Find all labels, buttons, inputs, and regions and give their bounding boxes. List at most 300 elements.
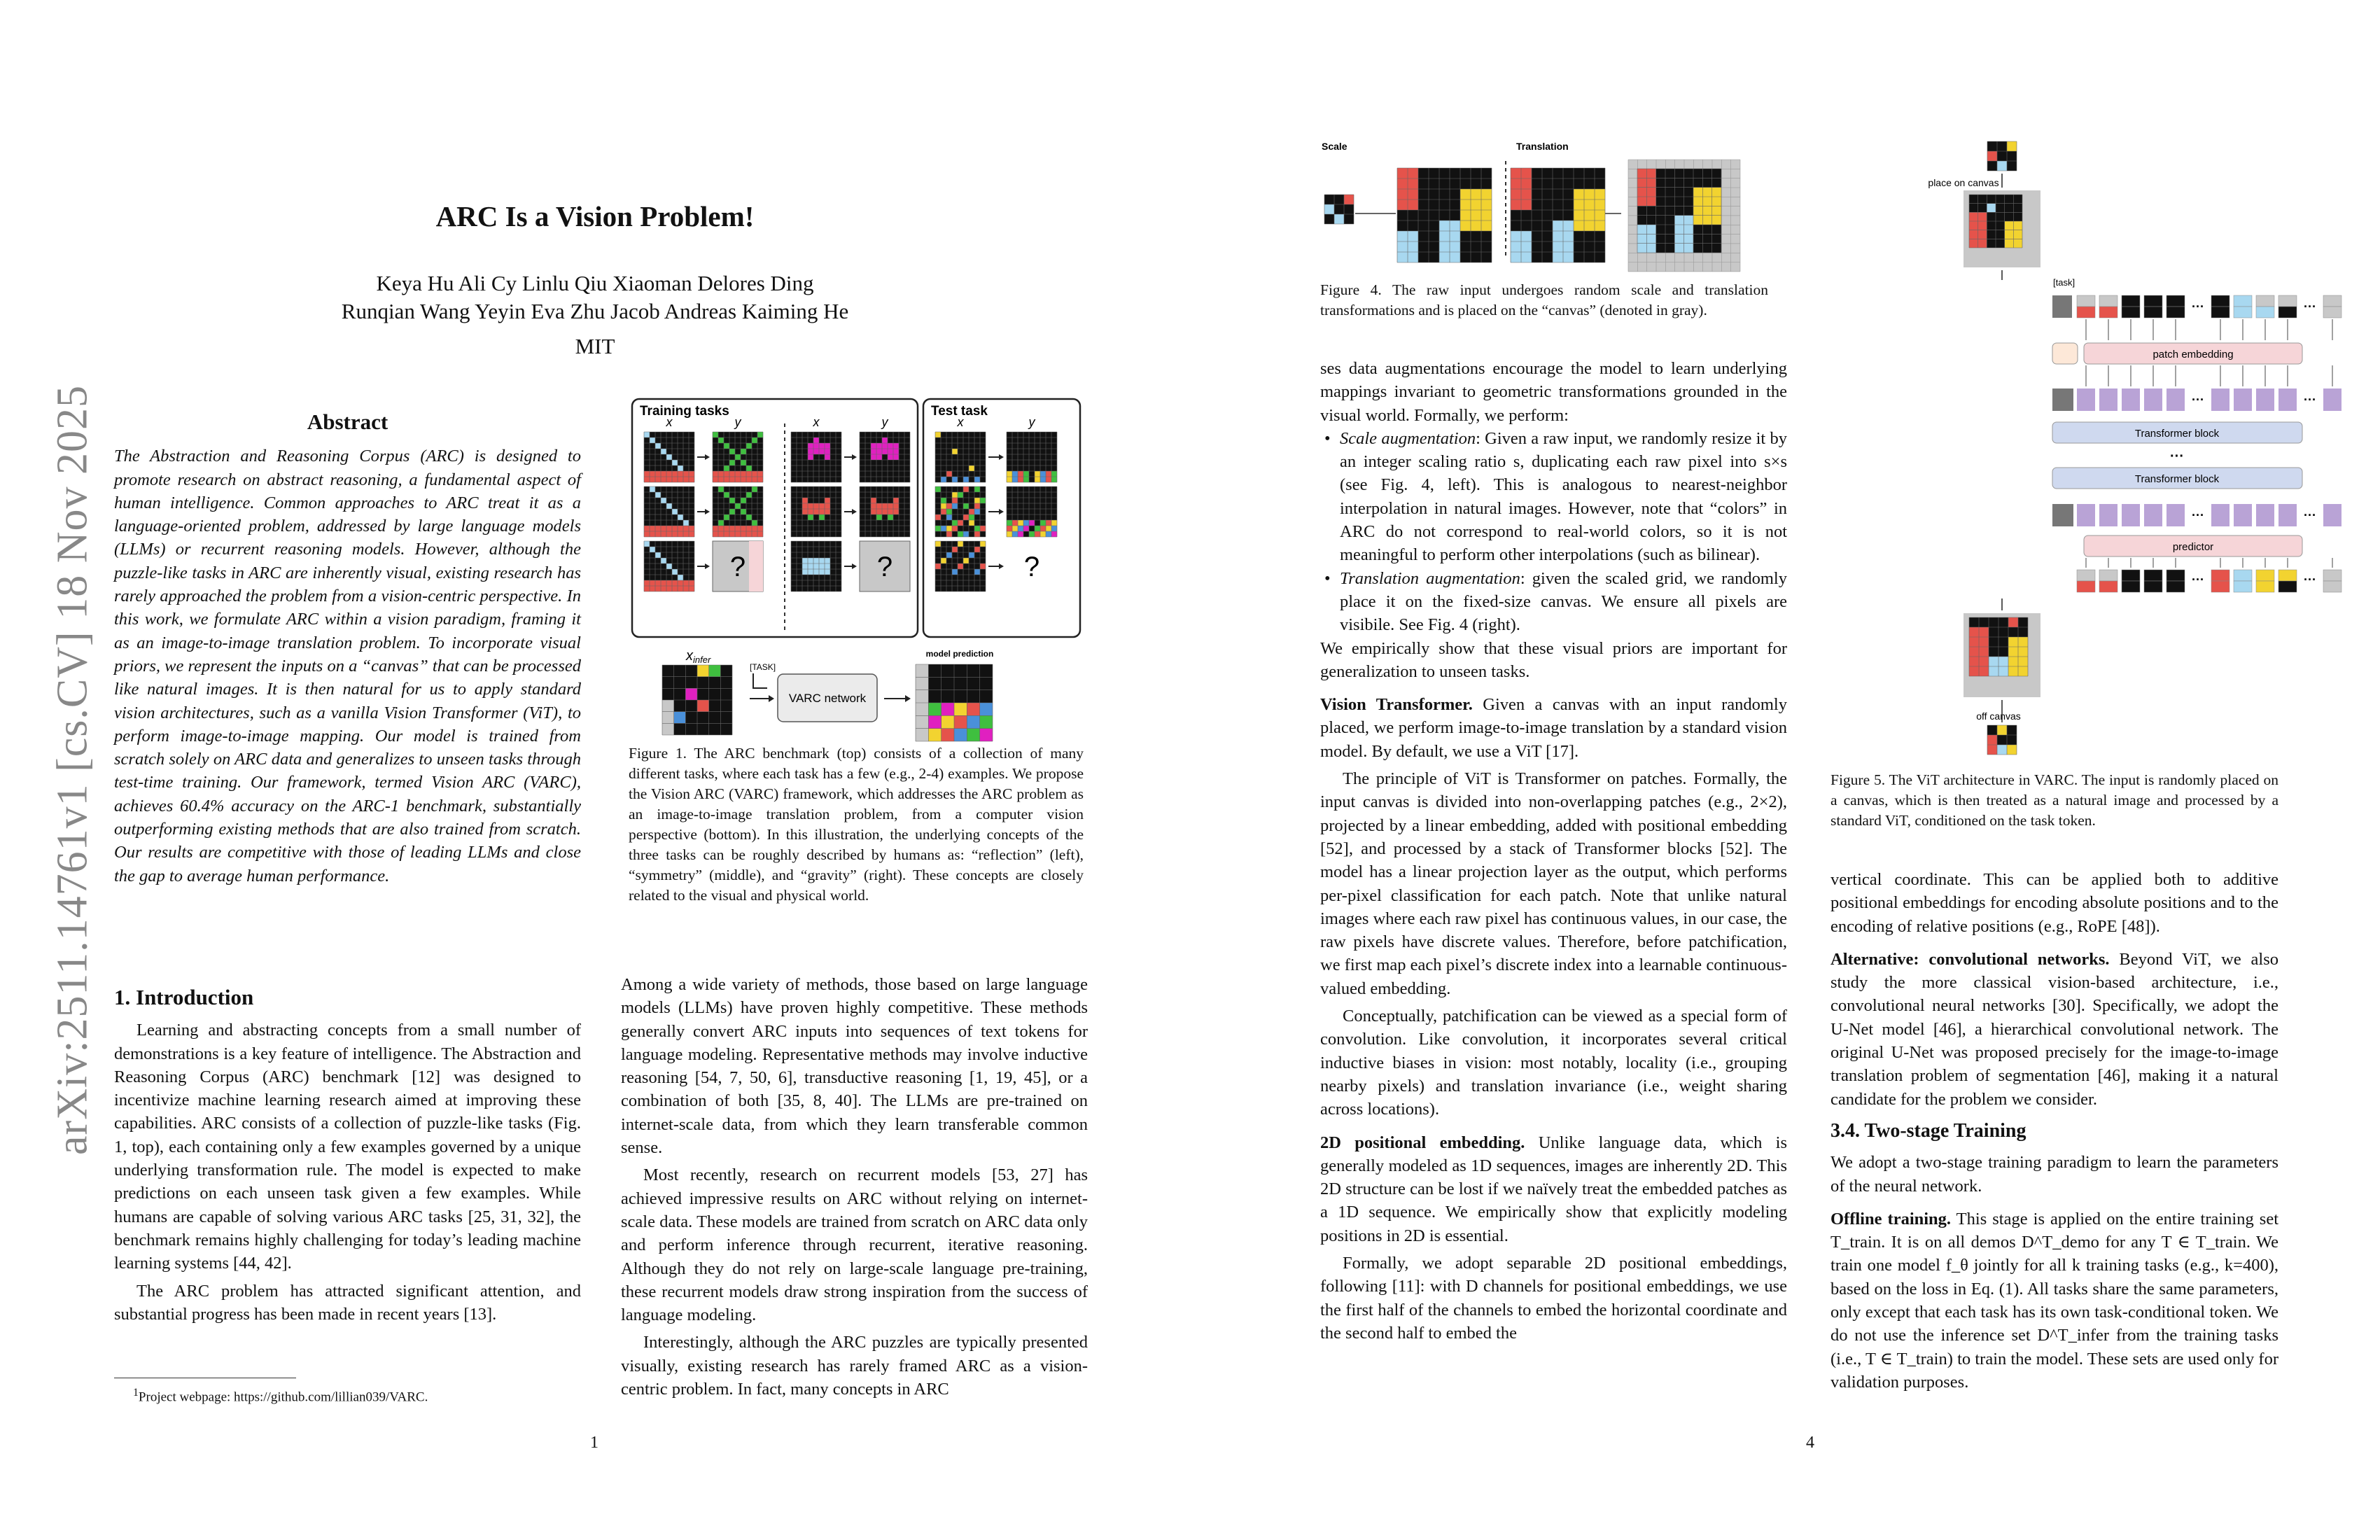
grid-cell	[1521, 252, 1532, 262]
grid-cell	[741, 477, 746, 482]
grid-cell	[1439, 252, 1450, 262]
grid-cell	[735, 471, 741, 477]
grid-cell	[952, 492, 958, 498]
grid-cell	[1702, 197, 1712, 206]
grid-cell	[1693, 216, 1702, 225]
grid-cell	[969, 520, 974, 526]
grid-cell	[928, 715, 941, 728]
grid-cell	[1035, 477, 1040, 482]
patch-embedding-label: patch embedding	[2152, 349, 2234, 360]
grid-cell	[941, 703, 954, 715]
grid-cell	[1521, 241, 1532, 252]
grid-cell	[1693, 188, 1702, 197]
grid-cell	[735, 454, 741, 460]
grid-cell	[718, 531, 724, 537]
grid-cell	[1046, 471, 1051, 477]
alt-heading: Alternative: convolutional networks.	[1830, 949, 2110, 969]
grid-cell	[741, 460, 746, 465]
patch-bottom	[2099, 307, 2118, 318]
task-label: [task]	[2053, 277, 2076, 288]
grid-cell	[813, 564, 819, 569]
grid-cell	[718, 438, 724, 443]
grid-cell	[1408, 241, 1418, 252]
grid-cell	[802, 498, 808, 503]
grid-cell	[1018, 520, 1023, 526]
test-y2	[1007, 486, 1057, 537]
grid-cell	[724, 477, 729, 482]
grid-cell	[802, 558, 808, 564]
grid-cell	[741, 509, 746, 514]
grid-cell	[819, 569, 825, 575]
grid-cell	[741, 531, 746, 537]
grid-cell	[644, 432, 650, 438]
alt-paragraph	[1830, 948, 2278, 1111]
grid-cell	[735, 531, 741, 537]
grid-cell	[1637, 169, 1646, 178]
grid-cell	[808, 558, 813, 564]
grid-cell	[678, 586, 683, 592]
grid-cell	[1637, 178, 1646, 187]
task-token-label: [TASK]	[750, 662, 776, 672]
ellipsis: ···	[2304, 300, 2316, 314]
grid-cell	[1987, 735, 1997, 745]
grid-cell	[1712, 197, 1721, 206]
grid-cell	[1637, 234, 1646, 243]
grid-cell	[819, 503, 825, 509]
grid-cell	[746, 514, 752, 520]
train-a-x1	[644, 432, 694, 482]
grid-cell	[1408, 168, 1418, 178]
bullet-scale-head: Scale augmentation	[1340, 428, 1476, 448]
grid-cell	[678, 465, 683, 471]
grid-cell	[1998, 657, 2008, 666]
patch-top	[2323, 295, 2342, 307]
grid-cell	[1040, 526, 1046, 531]
grid-cell	[802, 569, 808, 575]
arrowhead	[999, 509, 1004, 514]
grid-cell	[819, 449, 825, 454]
grid-cell	[1051, 526, 1057, 531]
x-label: x	[957, 415, 964, 429]
grid-cell	[650, 471, 655, 477]
grid-cell	[718, 486, 724, 492]
grid-cell	[1674, 225, 1684, 234]
grid-cell	[672, 477, 678, 482]
grid-cell	[893, 454, 899, 460]
grid-cell	[666, 454, 672, 460]
grid-cell	[1979, 637, 1989, 647]
grid-cell	[672, 569, 678, 575]
grid-cell	[689, 531, 694, 537]
grid-cell	[1595, 189, 1605, 200]
grid-cell	[1969, 666, 1979, 676]
grid-cell	[2007, 745, 2017, 755]
transformer-block-2-label: Transformer block	[2134, 473, 2220, 485]
grid-cell	[685, 688, 697, 700]
embedded-token	[2166, 388, 2185, 411]
col2-paragraph-2: Most recently, research on recurrent models [53, 27] has achieved impressive results on ARC without relying on internet-scale data. These models are trained from scratch on ARC data only and perform inference through recurrent, iterative reasoning. Although they do not rely on large-scale language pre-training, these recurrent models draw strong inspiration from the success of language modeling.	[621, 1166, 1088, 1325]
grid-cell	[882, 443, 888, 449]
arrowhead	[999, 454, 1004, 460]
grid-cell	[813, 558, 819, 564]
grid-cell	[813, 438, 819, 443]
grid-cell	[808, 454, 813, 460]
grid-cell	[967, 729, 979, 741]
vit-architecture	[1963, 141, 2342, 755]
grid-cell	[963, 514, 969, 520]
grid-cell	[644, 580, 650, 586]
embedded-token	[2122, 388, 2140, 411]
grid-cell	[1397, 241, 1408, 252]
grid-cell	[1408, 200, 1418, 210]
grid-cell	[963, 477, 969, 482]
ellipsis: ···	[2304, 573, 2316, 587]
grid-cell	[666, 526, 672, 531]
grid-cell	[958, 531, 963, 537]
arrowhead	[852, 454, 857, 460]
grid-cell	[661, 558, 666, 564]
grid-cell	[1051, 531, 1057, 537]
authors-line-2: Runqian Wang Yeyin Eva Zhu Jacob Andreas Kaiming He	[341, 299, 849, 323]
patch-bottom	[2122, 307, 2140, 318]
grid-cell	[1637, 188, 1646, 197]
grid-cell	[757, 531, 763, 537]
offline-heading: Offline training.	[1830, 1209, 1952, 1228]
grid-cell	[1511, 241, 1521, 252]
grid-cell	[644, 531, 650, 537]
grid-cell	[1979, 627, 1989, 637]
grid-cell	[1439, 231, 1450, 241]
grid-cell	[2008, 666, 2018, 676]
grid-cell	[672, 526, 678, 531]
grid-cell	[916, 729, 928, 741]
off-canvas-label: off canvas	[1976, 710, 2021, 722]
grid-cell	[757, 526, 763, 531]
grid-cell	[1481, 210, 1492, 220]
grid-cell	[888, 509, 893, 514]
grid-cell	[2018, 666, 2028, 676]
grid-cell	[655, 477, 661, 482]
arrowhead	[705, 509, 710, 514]
question-mark: ?	[1023, 552, 1040, 582]
grid-cell	[980, 526, 986, 531]
grid-cell	[1051, 477, 1057, 482]
grid-cell	[678, 514, 683, 520]
arrowhead	[852, 509, 857, 514]
grid-cell	[954, 715, 967, 728]
grid-cell	[661, 526, 666, 531]
grid-cell	[1471, 200, 1481, 210]
grid-cell	[963, 531, 969, 537]
grid-cell	[1460, 210, 1471, 220]
grid-cell	[666, 477, 672, 482]
grid-cell	[1018, 471, 1023, 477]
grid-cell	[1969, 239, 1978, 248]
grid-cell	[1987, 725, 1997, 735]
train-b-xinfer	[791, 541, 841, 592]
page-number-4: 4	[1806, 1434, 1814, 1452]
grid-cell	[713, 526, 718, 531]
grid-cell	[729, 498, 735, 503]
output-token	[2256, 504, 2274, 526]
grid-cell	[952, 503, 958, 509]
grid-cell	[672, 586, 678, 592]
output-token	[2077, 504, 2095, 526]
grid-cell	[741, 526, 746, 531]
grid-cell	[974, 477, 980, 482]
figure-5-caption: Figure 5. The ViT architecture in VARC. The input is randomly placed on a canvas, which is then treated as a natural image and processed by a standard ViT, conditioned on the task token.	[1830, 771, 2278, 829]
grid-cell	[946, 531, 952, 537]
grid-cell	[718, 477, 724, 482]
train-b-y2	[860, 486, 910, 537]
grid-cell	[757, 432, 763, 438]
grid-cell	[678, 471, 683, 477]
grid-cell	[678, 580, 683, 586]
grid-cell	[674, 712, 686, 724]
grid-cell	[2007, 735, 2017, 745]
x-infer-grid	[662, 665, 732, 735]
grid-cell	[1051, 520, 1057, 526]
grid-cell	[2008, 617, 2018, 627]
test-y1	[1007, 432, 1057, 482]
grid-cell	[963, 503, 969, 509]
prediction-grid	[916, 664, 993, 741]
intro-paragraph-2: The ARC problem has attracted significant attention, and substantial progress has been made in recent years [13].	[114, 1281, 581, 1324]
grid-cell	[752, 520, 757, 526]
embedded-token	[2099, 388, 2118, 411]
grid-cell	[1408, 252, 1418, 262]
grid-cell	[1574, 200, 1584, 210]
grid-cell	[1051, 471, 1057, 477]
grid-cell	[1712, 216, 1721, 225]
ellipsis: ···	[2192, 508, 2204, 522]
grid-cell	[888, 454, 893, 460]
grid-cell	[954, 729, 967, 741]
grid-cell	[644, 586, 650, 592]
grid-cell	[724, 514, 729, 520]
translation-output	[1637, 169, 1721, 253]
scale-input	[1324, 195, 1354, 224]
grid-cell	[946, 471, 952, 477]
grid-cell	[1471, 210, 1481, 220]
grid-cell	[1334, 214, 1344, 224]
grid-cell	[1397, 200, 1408, 210]
grid-cell	[946, 509, 952, 514]
grid-cell	[1997, 151, 2007, 161]
grid-cell	[672, 580, 678, 586]
intro-heading: 1. Introduction	[114, 985, 254, 1009]
grid-cell	[1646, 178, 1656, 187]
grid-cell	[718, 520, 724, 526]
grid-cell	[1978, 230, 1987, 239]
embedded-token	[2278, 388, 2297, 411]
grid-cell	[871, 498, 876, 503]
grid-cell	[1046, 520, 1051, 526]
grid-cell	[2018, 637, 2028, 647]
patch-top	[2234, 295, 2252, 307]
arrowhead	[999, 564, 1004, 569]
grid-cell	[746, 443, 752, 449]
grid-cell	[954, 703, 967, 715]
grid-cell	[661, 531, 666, 537]
grid-cell	[666, 471, 672, 477]
grid-cell	[1450, 220, 1460, 231]
task-embed	[2052, 343, 2078, 364]
grid-cell	[729, 477, 735, 482]
grid-cell	[1397, 231, 1408, 241]
grid-cell	[724, 465, 729, 471]
p4r-paragraph-1: vertical coordinate. This can be applied both to additive positional embeddings for encoding absolute positions and to the encoding of relative positions (e.g., RoPE [48]).	[1830, 870, 2278, 936]
grid-cell	[813, 443, 819, 449]
out-patch-bottom	[2278, 581, 2297, 592]
grid-cell	[1997, 745, 2007, 755]
grid-cell	[1584, 189, 1595, 200]
grid-cell	[650, 531, 655, 537]
predictor-label: predictor	[2172, 541, 2214, 553]
p4-paragraph-1: ses data augmentations encourage the model to learn underlying mappings invariant to geometric transformations grounded in the visual world. Formally, we perform:	[1320, 359, 1787, 425]
task-grids	[644, 415, 1057, 592]
output-token	[2122, 504, 2140, 526]
grid-cell	[1674, 234, 1684, 243]
grid-cell	[666, 564, 672, 569]
grid-cell	[1997, 161, 2007, 171]
sec34-paragraph: We adopt a two-stage training paradigm to learn the parameters of the neural network.	[1830, 1153, 2278, 1196]
grid-cell	[1040, 471, 1046, 477]
grid-cell	[1460, 200, 1471, 210]
figure-4-caption: Figure 4. The raw input undergoes random scale and translation transformations and is placed on the “canvas” (denoted in gray).	[1320, 281, 1768, 318]
grid-cell	[1646, 234, 1656, 243]
grid-cell	[746, 477, 752, 482]
grid-cell	[969, 552, 974, 558]
page-number-1: 1	[590, 1434, 598, 1452]
patch-bottom	[2256, 307, 2274, 318]
grid-cell	[1007, 526, 1012, 531]
grid-cell	[746, 471, 752, 477]
figure-5	[1858, 140, 2316, 770]
grid-cell	[1989, 666, 1998, 676]
alt-text: Beyond ViT, we also study the more classical vision-based architecture, i.e., convolutional neural networks [30]. Specifically, we adopt the U-Net model [46], a hierarchical convolutional network. The original U-Net was proposed precisely for the image-to-image translation problem of segmentation [46], making it a natural candidate for the problem we consider.	[1830, 949, 2278, 1109]
grid-cell	[661, 477, 666, 482]
grid-cell	[1978, 212, 1987, 221]
abstract-heading: Abstract	[307, 410, 388, 434]
grid-cell	[1408, 178, 1418, 189]
out-patch-top	[2122, 570, 2140, 581]
bullet-translation-text: : given the scaled grid, we randomly place it on the fixed-size canvas. We ensure all pixels are visibile. See Fig. 4 (right).	[1340, 568, 1787, 635]
grid-cell	[825, 449, 830, 454]
grid-cell	[935, 432, 941, 438]
right-column	[621, 973, 1088, 1401]
grid-cell	[916, 703, 928, 715]
grid-cell	[1012, 531, 1018, 537]
grid-cell	[1511, 231, 1521, 241]
grid-cell	[967, 715, 979, 728]
grid-cell	[1646, 197, 1656, 206]
grid-cell	[1471, 220, 1481, 231]
grid-cell	[661, 498, 666, 503]
grid-cell	[757, 477, 763, 482]
section-3-4-heading: 3.4. Two-stage Training	[1830, 1119, 2026, 1142]
canvas-grid	[1969, 195, 2022, 248]
grid-cell	[813, 449, 819, 454]
grid-cell	[746, 531, 752, 537]
grid-cell	[713, 432, 718, 438]
grid-cell	[1460, 189, 1471, 200]
grid-cell	[1969, 627, 1979, 637]
grid-cell	[1511, 178, 1521, 189]
grid-cell	[752, 477, 757, 482]
grid-cell	[1712, 206, 1721, 215]
grid-cell	[655, 526, 661, 531]
out-patch-top	[2211, 570, 2230, 581]
grid-cell	[916, 690, 928, 703]
out-patch-bottom	[2099, 581, 2118, 592]
grid-cell	[1574, 210, 1584, 220]
paper-title: ARC Is a Vision Problem!	[435, 200, 755, 232]
embedded-token	[2144, 388, 2162, 411]
out-patch-bottom	[2234, 581, 2252, 592]
grid-cell	[697, 665, 709, 677]
grid-cell	[683, 580, 689, 586]
grid-cell	[1344, 204, 1354, 214]
bullet-scale	[1320, 427, 1787, 567]
grid-cell	[1397, 168, 1408, 178]
grid-cell	[941, 729, 954, 741]
grid-cell	[2013, 239, 2022, 248]
grid-cell	[974, 569, 980, 575]
grid-cell	[1521, 200, 1532, 210]
bullet-scale-text: : Given a raw input, we randomly resize it by an integer scaling ratio s, duplicating each raw pixel into s×s (see Fig. 4, left). This is analogous to nearest-neighbor interpolation in natural images. However, note that “colors” in ARC do not correspond to real-world colors, so it is not meaningful to perform other interpolations (such as bilinear).	[1340, 428, 1787, 565]
grid-cell	[876, 449, 882, 454]
grid-cell	[935, 514, 941, 520]
grid-cell	[1969, 637, 1979, 647]
grid-cell	[683, 471, 689, 477]
grid-cell	[882, 509, 888, 514]
grid-cell	[1574, 220, 1584, 231]
out-patch-bottom	[2323, 581, 2342, 592]
grid-cell	[1584, 210, 1595, 220]
output-token	[2166, 504, 2185, 526]
grid-cell	[1637, 197, 1646, 206]
grid-cell	[683, 586, 689, 592]
patch-bottom	[2211, 307, 2230, 318]
grid-cell	[1997, 725, 2007, 735]
grid-cell	[974, 503, 980, 509]
grid-cell	[2018, 657, 2028, 666]
grid-cell	[1987, 204, 1996, 213]
patch-bottom	[2323, 307, 2342, 318]
grid-cell	[1584, 200, 1595, 210]
x-label: x	[666, 415, 673, 429]
grid-cell	[819, 558, 825, 564]
grid-cell	[752, 486, 757, 492]
grid-cell	[819, 564, 825, 569]
grid-cell	[724, 443, 729, 449]
augmentation-grids	[1324, 160, 1740, 272]
grid-cell	[928, 729, 941, 741]
grid-cell	[1439, 220, 1450, 231]
embedded-token	[2211, 388, 2230, 411]
x-label: x	[813, 415, 820, 429]
grid-cell	[1702, 206, 1712, 215]
patch-bottom	[2144, 307, 2162, 318]
grid-cell	[952, 526, 958, 531]
grid-cell	[1553, 241, 1563, 252]
grid-cell	[752, 471, 757, 477]
grid-cell	[724, 526, 729, 531]
grid-cell	[935, 564, 941, 569]
grid-cell	[1029, 520, 1035, 526]
grid-cell	[1987, 745, 1997, 755]
